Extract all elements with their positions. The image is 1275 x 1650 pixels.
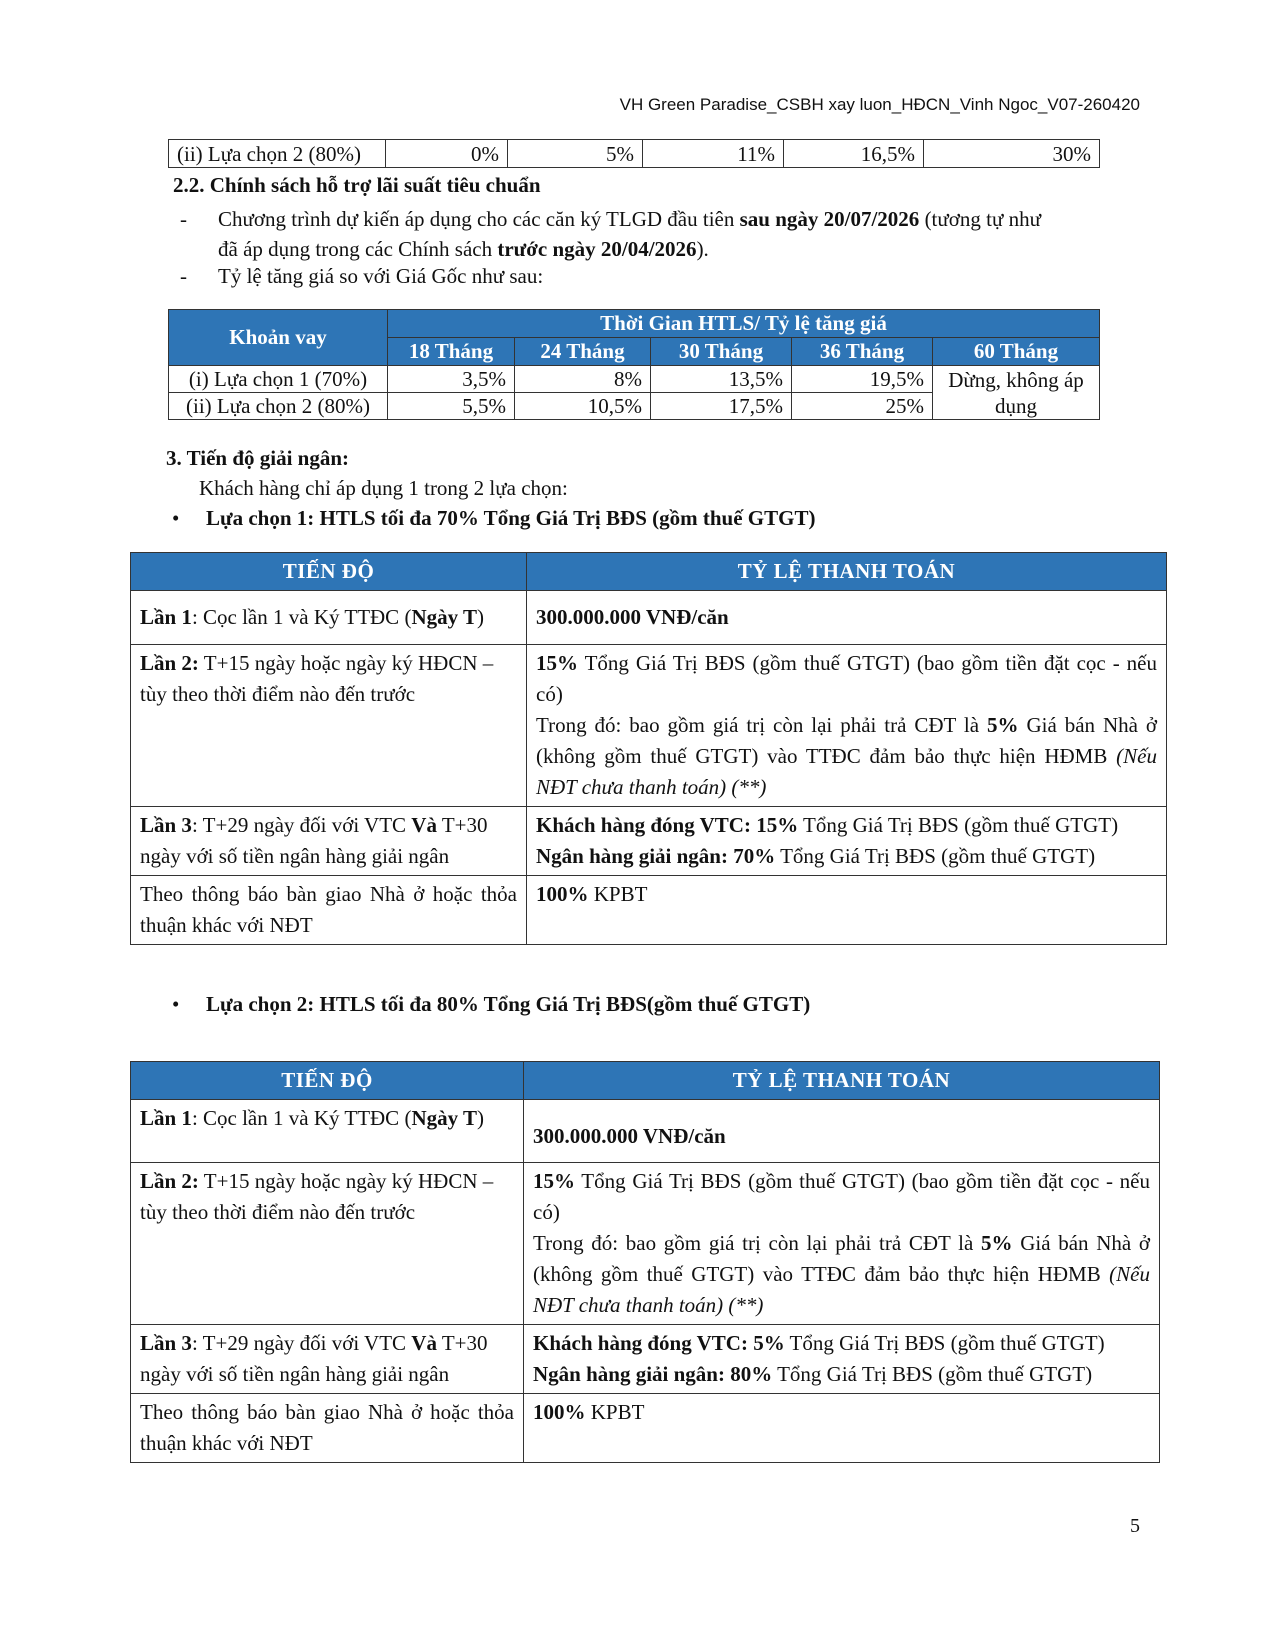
payment-cell (527, 807, 1167, 876)
section-2-2-title: 2.2. Chính sách hỗ trợ lãi suất tiêu chuẩn (173, 173, 541, 197)
table-row (131, 1394, 1160, 1463)
text: 5% (753, 1331, 785, 1355)
text: 300.000.000 VNĐ/căn (533, 1124, 726, 1148)
schedule-table-option-1 (130, 552, 1167, 945)
table-row (131, 1163, 1160, 1325)
table-header-row (131, 553, 1167, 591)
text: Tổng Giá Trị BĐS (gồm thuế GTGT) (775, 844, 1096, 868)
table-cell: 8% (515, 366, 651, 393)
text: T+30 ngày với số tiền ngân hàng giải ngân (140, 813, 488, 868)
table-cell: 25% (792, 393, 933, 420)
table-row (131, 591, 1167, 645)
text: KPBT (585, 1400, 645, 1424)
progress-cell (131, 645, 527, 807)
payment-cell (527, 645, 1167, 807)
progress-cell (131, 807, 527, 876)
group-header: Thời Gian HTLS/ Tỷ lệ tăng giá (388, 310, 1100, 338)
text: Chương trình dự kiến áp dụng cho các căn ký TLGD đầu tiên (218, 207, 740, 231)
payment-cell (524, 1325, 1160, 1394)
column-header-progress: TIẾN ĐỘ (131, 1062, 524, 1100)
text: T+15 ngày hoặc ngày ký HĐCN – tùy theo thời điểm nào đến trước (140, 651, 494, 706)
text: : Cọc lần 1 và Ký TTĐC ( (191, 1106, 412, 1130)
text: Lần 2: (140, 1169, 199, 1193)
text: 15% (536, 651, 578, 675)
text: Ngân hàng giải ngân: (533, 1362, 731, 1386)
column-header-payment: TỶ LỆ THANH TOÁN (524, 1062, 1160, 1100)
option-1-title (172, 506, 816, 531)
table-row (169, 140, 1100, 168)
dash-marker: - (180, 264, 187, 288)
row-label: (ii) Lựa chọn 2 (80%) (169, 393, 388, 420)
rate-table (168, 309, 1100, 420)
text: Lần 3 (140, 1331, 192, 1355)
month-header: 24 Tháng (515, 338, 651, 366)
dash-marker: - (180, 207, 187, 231)
payment-cell (527, 591, 1167, 645)
text: Lựa chọn 1: HTLS tối đa 70% Tổng Giá Trị BĐS (gồm thuế GTGT) (206, 506, 816, 530)
text: : Cọc lần 1 và Ký TTĐC ( (191, 605, 412, 629)
table-cell: 17,5% (651, 393, 792, 420)
bullet-dot-icon: • (172, 506, 180, 530)
text: Ngân hàng giải ngân: (536, 844, 734, 868)
text: ) (476, 605, 484, 629)
text: Lần 2: (140, 651, 199, 675)
text: T+15 ngày hoặc ngày ký HĐCN – tùy theo thời điểm nào đến trước (140, 1169, 494, 1224)
text: 5% (981, 1231, 1013, 1255)
text: ) (476, 1106, 484, 1130)
table-row (169, 366, 1100, 393)
text: Ngày T (411, 1106, 477, 1130)
text: Trong đó: bao gồm giá trị còn lại phải trả CĐT là (536, 713, 988, 737)
text: Tổng Giá Trị BĐS (gồm thuế GTGT) (772, 1362, 1093, 1386)
payment-cell (524, 1163, 1160, 1325)
text: Giá bán Nhà ở (không gồm thuế GTGT) vào TTĐC đảm bảo thực hiện HĐMB (536, 713, 1158, 768)
date-bold: sau ngày 20/07/2026 (739, 207, 920, 231)
text: Giá bán Nhà ở (không gồm thuế GTGT) vào TTĐC đảm bảo thực hiện HĐMB (533, 1231, 1151, 1286)
text: Tỷ lệ tăng giá so với Giá Gốc như sau: (218, 264, 544, 288)
month-header: 18 Tháng (388, 338, 515, 366)
text: Lần 3 (140, 813, 192, 837)
document-header: VH Green Paradise_CSBH xay luon_HĐCN_Vinh Ngoc_V07-260420 (619, 95, 1140, 114)
text: (Nếu NĐT chưa thanh toán) (**) (536, 744, 1157, 799)
text: đã áp dụng trong các Chính sách (218, 237, 498, 261)
text: (tương tự như (919, 207, 1041, 231)
table-cell: 19,5% (792, 366, 933, 393)
text: 80% (730, 1362, 773, 1386)
section-3-title: 3. Tiến độ giải ngân: (166, 446, 350, 470)
progress-cell (131, 1325, 524, 1394)
text: 300.000.000 VNĐ/căn (536, 605, 729, 629)
text: Và (411, 1331, 437, 1355)
text: T+30 ngày với số tiền ngân hàng giải ngân (140, 1331, 488, 1386)
text: 15% (533, 1169, 575, 1193)
payment-cell (524, 1100, 1160, 1163)
text: (Nếu NĐT chưa thanh toán) (**) (533, 1262, 1150, 1317)
payment-cell (527, 876, 1167, 945)
progress-cell: Theo thông báo bàn giao Nhà ở hoặc thỏa thuận khác với NĐT (131, 876, 527, 945)
progress-cell (131, 591, 527, 645)
text: Lần 1 (140, 1106, 192, 1130)
option-2-title (172, 992, 811, 1017)
text: Lựa chọn 2: HTLS tối đa 80% Tổng Giá Trị BĐS(gồm thuế GTGT) (206, 992, 811, 1016)
progress-cell (131, 1163, 524, 1325)
month-header: 60 Tháng (933, 338, 1100, 366)
text: KPBT (588, 882, 648, 906)
table-cell: 0% (386, 140, 508, 168)
text: Tổng Giá Trị BĐS (gồm thuế GTGT) (bao gồm tiền đặt cọc - nếu có) (533, 1169, 1150, 1224)
schedule-table-option-2 (130, 1061, 1160, 1463)
text: : T+29 ngày đối với VTC (191, 1331, 412, 1355)
row-label: (i) Lựa chọn 1 (70%) (169, 366, 388, 393)
table-cell: 5,5% (388, 393, 515, 420)
date-bold: trước ngày 20/04/2026 (497, 237, 697, 261)
progress-cell (131, 1100, 524, 1163)
table-cell: 10,5% (515, 393, 651, 420)
table-cell: 30% (924, 140, 1100, 168)
month-header: 36 Tháng (792, 338, 933, 366)
bullet-item (180, 264, 544, 289)
progress-cell: Theo thông báo bàn giao Nhà ở hoặc thỏa thuận khác với NĐT (131, 1394, 524, 1463)
column-header-loan: Khoản vay (169, 310, 388, 366)
table-row (131, 645, 1167, 807)
text: Tổng Giá Trị BĐS (gồm thuế GTGT) (798, 813, 1119, 837)
table-row (131, 876, 1167, 945)
text: Khách hàng đóng VTC: (536, 813, 757, 837)
text: Tổng Giá Trị BĐS (gồm thuế GTGT) (784, 1331, 1105, 1355)
month-header: 30 Tháng (651, 338, 792, 366)
bullet-dot-icon: • (172, 992, 180, 1016)
text: ). (696, 237, 709, 261)
text: 100% (533, 1400, 586, 1424)
text: 100% (536, 882, 589, 906)
table-row (131, 1100, 1160, 1163)
bullet-item (180, 204, 1138, 264)
table-header-row (169, 310, 1100, 338)
merged-cell-60-months: Dừng, không áp dụng (933, 366, 1100, 420)
table-cell: 5% (508, 140, 643, 168)
payment-cell (524, 1394, 1160, 1463)
text: 70% (733, 844, 776, 868)
column-header-payment: TỶ LỆ THANH TOÁN (527, 553, 1167, 591)
table-cell: 13,5% (651, 366, 792, 393)
text: : T+29 ngày đối với VTC (191, 813, 412, 837)
table-cell: 16,5% (784, 140, 924, 168)
text: 5% (987, 713, 1019, 737)
text: Tổng Giá Trị BĐS (gồm thuế GTGT) (bao gồm tiền đặt cọc - nếu có) (536, 651, 1157, 706)
table-row (131, 807, 1167, 876)
text: Lần 1 (140, 605, 192, 629)
text: Khách hàng đóng VTC: (533, 1331, 754, 1355)
text: Và (411, 813, 437, 837)
page-number: 5 (1130, 1515, 1140, 1537)
text: 15% (756, 813, 799, 837)
continued-table-row (168, 139, 1100, 168)
table-row (131, 1325, 1160, 1394)
section-3-intro: Khách hàng chỉ áp dụng 1 trong 2 lựa chọn: (199, 476, 568, 500)
column-header-progress: TIẾN ĐỘ (131, 553, 527, 591)
text: Ngày T (411, 605, 477, 629)
table-cell: 11% (643, 140, 784, 168)
table-cell: 3,5% (388, 366, 515, 393)
row-label: (ii) Lựa chọn 2 (80%) (169, 140, 386, 168)
table-header-row (131, 1062, 1160, 1100)
text: Trong đó: bao gồm giá trị còn lại phải trả CĐT là (533, 1231, 982, 1255)
